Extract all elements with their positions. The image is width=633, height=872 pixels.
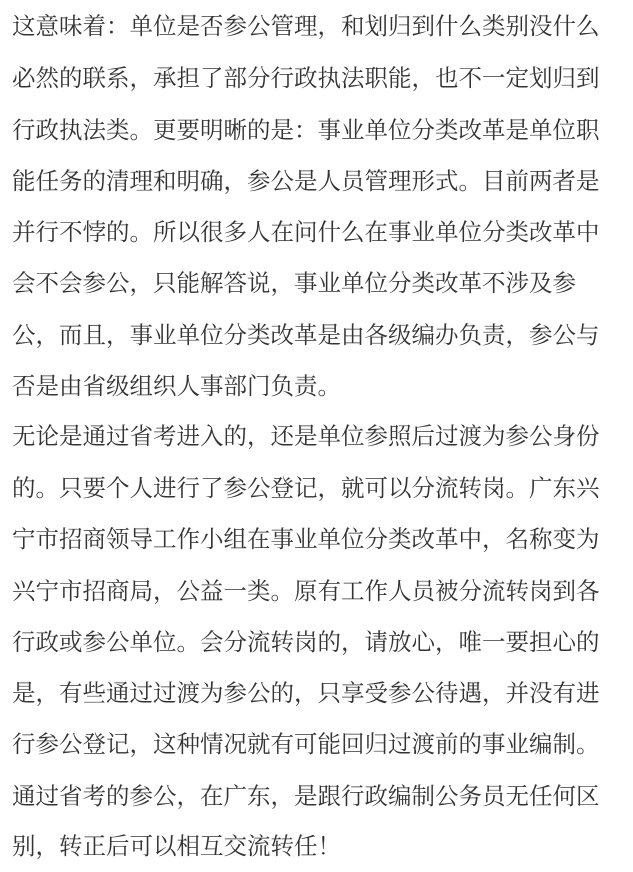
text-line: 否是由省级组织人事部门负责。 <box>12 372 341 400</box>
text-line: 行参公登记，这种情况就有可能回归过渡前的事业编制。 <box>12 730 600 758</box>
text-line: 这意味着：单位是否参公管理，和划归到什么类别没什么 <box>12 12 600 40</box>
text-line: 行政执法类。更要明晰的是：事业单位分类改革是单位职 <box>12 116 600 144</box>
text-line: 无论是通过省考进入的，还是单位参照后过渡为参公身份 <box>12 422 600 450</box>
text-line: 是，有些通过过渡为参公的，只享受参公待遇，并没有进 <box>12 679 600 707</box>
text-line: 能任务的清理和明确，参公是人员管理形式。目前两者是 <box>12 167 600 195</box>
text-line: 并行不悖的。所以很多人在问什么在事业单位分类改革中 <box>12 218 600 246</box>
text-line: 的。只要个人进行了参公登记，就可以分流转岗。广东兴 <box>12 474 600 502</box>
text-line: 公，而且，事业单位分类改革是由各级编办负责，参公与 <box>12 321 600 349</box>
text-line: 会不会参公，只能解答说，事业单位分类改革不涉及参 <box>12 269 576 297</box>
text-line: 宁市招商领导工作小组在事业单位分类改革中，名称变为 <box>12 525 600 553</box>
text-line: 行政或参公单位。会分流转岗的，请放心，唯一要担心的 <box>12 628 600 656</box>
text-line: 通过省考的参公，在广东，是跟行政编制公务员无任何区 <box>12 782 600 810</box>
text-line: 兴宁市招商局，公益一类。原有工作人员被分流转岗到各 <box>12 577 600 605</box>
text-line: 必然的联系，承担了部分行政执法职能，也不一定划归到 <box>12 64 600 92</box>
text-line: 别，转正后可以相互交流转任！ <box>12 832 341 860</box>
